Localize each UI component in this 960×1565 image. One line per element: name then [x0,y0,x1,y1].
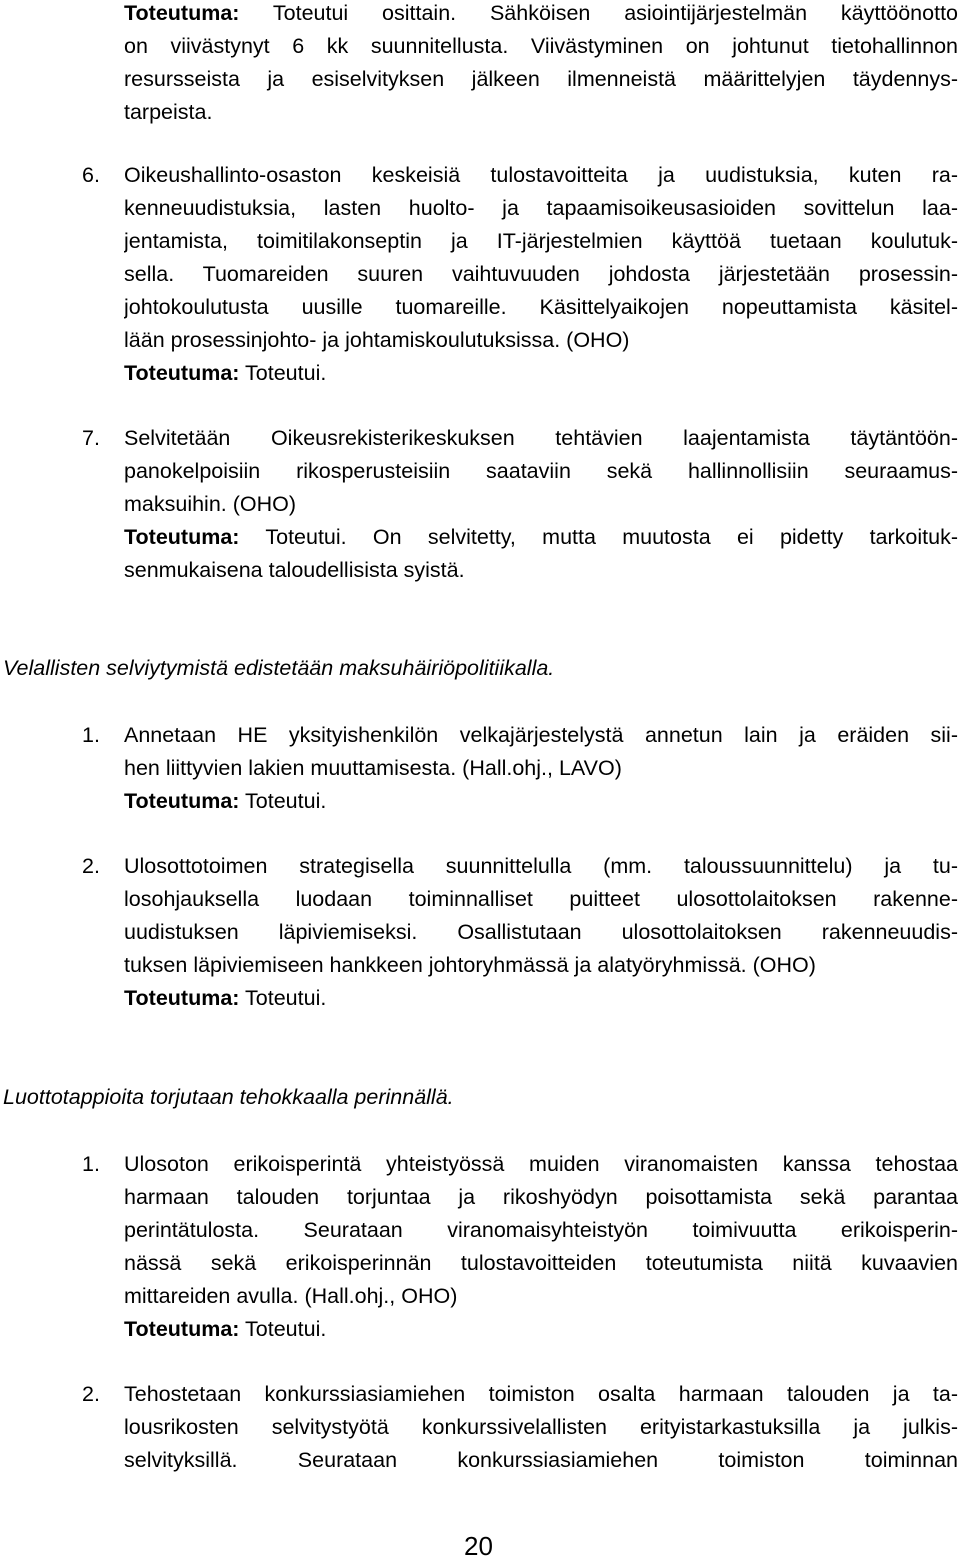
text-line: johtokoulutusta uusille tuomareille. Käsittelyaikojen nopeuttamista käsitel- [124,295,958,319]
intro-paragraph [124,0,958,129]
list-number: 1. [82,723,100,747]
status-text: Toteutui. On selvitetty, mutta muutosta ei pidetty tarkoituk- [265,525,958,549]
list-item [124,1148,958,1346]
status-label: Toteutuma: [124,1317,240,1341]
status-label: Toteutuma: [124,1,240,25]
status-line [124,357,958,390]
text-line: on viivästynyt 6 kk suunnitellusta. Viivästyminen on johtunut tietohallinnon [124,34,958,58]
text-line: uudistuksen läpiviemiseksi. Osallistutaan ulosottolaitoksen rakenneuudis- [124,920,958,944]
intro-status-line [124,0,958,30]
status-label: Toteutuma: [124,789,240,813]
list-item-7 [124,422,958,587]
text-line: selvityksillä. Seurataan konkurssiasiamiehen toimiston toiminnan [124,1448,958,1472]
list-number: 2. [82,1382,100,1406]
status-text: Toteutui. [245,361,327,385]
list-number: 6. [82,163,100,187]
text-line: Tehostetaan konkurssiasiamiehen toimiston osalta harmaan talouden ja ta- [124,1382,958,1406]
text-line: losohjauksella luodaan toiminnalliset puitteet ulosottolaitoksen rakenne- [124,887,958,911]
list-item [124,719,958,818]
list-item [124,850,958,1015]
status-label: Toteutuma: [124,525,240,549]
status-line [124,785,958,818]
status-text: Toteutui osittain. Sähköisen asiointijärjestelmän käyttöönotto [272,1,958,25]
text-line: lään prosessinjohto- ja johtamiskoulutuksissa. (OHO) [124,328,630,352]
status-label: Toteutuma: [124,361,240,385]
text-line: resursseista ja esiselvityksen jälkeen ilmenneistä määrittelyjen täydennys- [124,67,958,91]
list-number: 1. [82,1152,100,1176]
text-line: tuksen läpiviemiseen hankkeen johtoryhmässä ja alatyöryhmissä. (OHO) [124,953,816,977]
list-item-6 [124,159,958,390]
text-line: nässä sekä erikoisperinnän tulostavoitteiden toteutumista niitä kuvaavien [124,1251,958,1275]
text-line: sella. Tuomareiden suuren vaihtuvuuden johdosta järjestetään prosessin- [124,262,958,286]
text-line: jentamista, toimitilakonseptin ja IT-järjestelmien käyttöä tuetaan koulutuk- [124,229,958,253]
status-line [124,521,958,554]
page-number: 20 [464,1531,493,1561]
list-item [124,1378,958,1477]
text-line: hen liittyvien lakien muuttamisesta. (Hall.ohj., LAVO) [124,756,622,780]
text-line: Annetaan HE yksityishenkilön velkajärjestelystä annetun lain ja eräiden sii- [124,723,958,747]
text-line: tarpeista. [124,100,213,124]
text-line: harmaan talouden torjuntaa ja rikoshyödyn poisottamista sekä parantaa [124,1185,958,1209]
text-line: senmukaisena taloudellisista syistä. [124,558,465,582]
list-number: 2. [82,854,100,878]
status-label: Toteutuma: [124,986,240,1010]
text-line: mittareiden avulla. (Hall.ohj., OHO) [124,1284,458,1308]
section-heading: Velallisten selviytymistä edistetään maksuhäiriöpolitiikalla. [3,656,555,680]
text-line: maksuihin. (OHO) [124,492,297,516]
status-text: Toteutui. [245,986,327,1010]
status-line [124,1313,958,1346]
text-line: Ulosoton erikoisperintä yhteistyössä muiden viranomaisten kanssa tehostaa [124,1152,958,1176]
text-line: Oikeushallinto-osaston keskeisiä tulostavoitteita ja uudistuksia, kuten ra- [124,163,958,187]
status-text: Toteutui. [245,1317,327,1341]
status-text: Toteutui. [245,789,327,813]
status-line [124,982,958,1015]
section-heading: Luottotappioita torjutaan tehokkaalla perinnällä. [3,1085,454,1109]
text-line: Ulosottotoimen strategisella suunnittelulla (mm. taloussuunnittelu) ja tu- [124,854,958,878]
text-line: perintätulosta. Seurataan viranomaisyhteistyön toimivuutta erikoisperin- [124,1218,958,1242]
text-line: kenneuudistuksia, lasten huolto- ja tapaamisoikeusasioiden sovittelun laa- [124,196,958,220]
text-line: Selvitetään Oikeusrekisterikeskuksen tehtävien laajentamista täytäntöön- [124,426,958,450]
text-line: panokelpoisiin rikosperusteisiin saataviin sekä hallinnollisiin seuraamus- [124,459,958,483]
list-number: 7. [82,426,100,450]
text-line: lousrikosten selvitystyötä konkurssivelallisten erityistarkastuksilla ja julkis- [124,1415,958,1439]
